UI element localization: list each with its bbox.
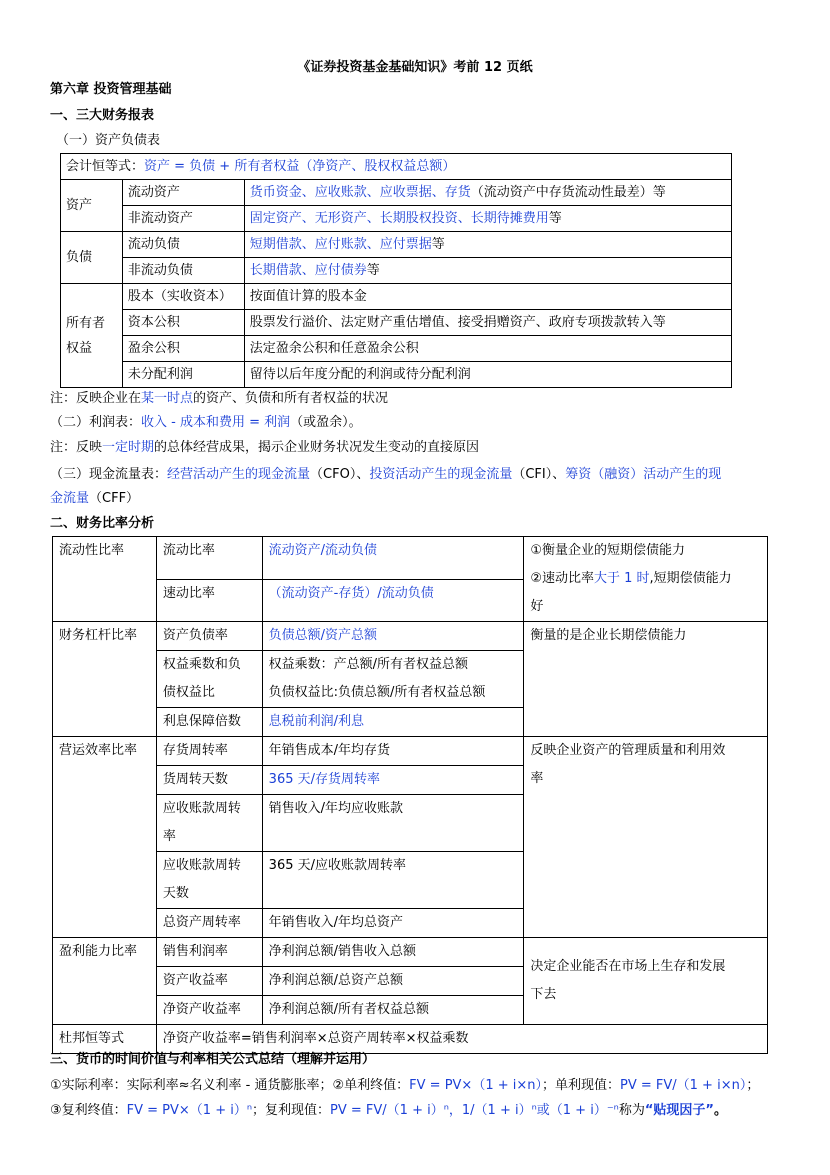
table-row — [53, 537, 768, 580]
asset-group-cell: 资产 — [61, 180, 123, 232]
equity-group-cell: 所有者 权益 — [61, 284, 123, 388]
table-cell: 总资产周转率 — [156, 909, 262, 938]
table-cell: 非流动资产 — [122, 206, 244, 232]
identity-cell: 会计恒等式：资产 = 负债 + 所有者权益（净资产、股权权益总额） — [61, 154, 732, 180]
table-cell: 净利润总额/销售收入总额 — [262, 938, 524, 967]
chapter-heading: 第六章 投资管理基础 — [50, 82, 172, 97]
table-row — [61, 232, 732, 258]
table-cell: 应收账款周转 率 — [156, 795, 262, 852]
table-cell: 年销售成本/年均存货 — [262, 737, 524, 766]
table-cell: 未分配利润 — [122, 362, 244, 388]
table-cell: 股票发行溢价、法定财产重估增值、接受捐赠资产、政府专项拨款转入等 — [244, 310, 731, 336]
cash-flow-line-2: 金流量（CFF） — [50, 491, 140, 506]
table-row — [53, 737, 768, 766]
table-cell: 权益乘数：产总额/所有者权益总额 负债权益比:负债总额/所有者权益总额 — [262, 651, 524, 708]
document-title: 《证券投资基金基础知识》考前 12 页纸 — [297, 60, 533, 75]
note-income-statement: 注：反映一定时期的总体经营成果，揭示企业财务状况发生变动的直接原因 — [50, 440, 480, 455]
note-cell: 衡量的是企业长期偿债能力 — [524, 622, 768, 737]
balance-sheet-heading: （一）资产负债表 — [56, 133, 161, 148]
balance-sheet-table — [60, 153, 732, 388]
table-cell: 流动比率 — [156, 537, 262, 580]
table-cell: 权益乘数和负 债权益比 — [156, 651, 262, 708]
table-cell: 息税前利润/利息 — [262, 708, 524, 737]
table-cell: 盈余公积 — [122, 336, 244, 362]
table-cell: 净资产收益率 — [156, 996, 262, 1025]
table-cell: 留待以后年度分配的利润或待分配利润 — [244, 362, 731, 388]
table-cell: 货周转天数 — [156, 766, 262, 795]
category-cell: 杜邦恒等式 — [53, 1025, 157, 1054]
table-row — [61, 336, 732, 362]
liability-group-cell: 负债 — [61, 232, 123, 284]
table-cell: 固定资产、无形资产、长期股权投资、长期待摊费用等 — [244, 206, 731, 232]
table-cell: 流动负债 — [122, 232, 244, 258]
table-cell: 法定盈余公积和任意盈余公积 — [244, 336, 731, 362]
table-row — [53, 622, 768, 651]
table-row — [61, 258, 732, 284]
table-cell: 流动资产/流动负债 — [262, 537, 524, 580]
ratio-table — [52, 536, 768, 1054]
table-row — [61, 362, 732, 388]
table-row — [61, 180, 732, 206]
table-cell: 货币资金、应收账款、应收票据、存货（流动资产中存货流动性最差）等 — [244, 180, 731, 206]
income-statement-line: （二）利润表：收入 - 成本和费用 = 利润（或盈余）。 — [50, 415, 362, 430]
table-cell: 净利润总额/所有者权益总额 — [262, 996, 524, 1025]
formula-line-1: ①实际利率：实际利率≈名义利率 - 通货膨胀率；②单利终值：FV = PV×（1 + i×n）；单利现值：PV = FV/（1 + i×n）； — [50, 1078, 760, 1093]
table-row — [53, 938, 768, 967]
section-1-heading: 一、三大财务报表 — [50, 108, 155, 123]
table-row — [61, 310, 732, 336]
table-cell: 资产负债率 — [156, 622, 262, 651]
cash-flow-line-1: （三）现金流量表：经营活动产生的现金流量（CFO）、投资活动产生的现金流量（CFI）、筹资（融资）活动产生的现 — [50, 467, 722, 482]
table-cell: 负债总额/资产总额 — [262, 622, 524, 651]
table-cell: 应收账款周转 天数 — [156, 852, 262, 909]
table-cell: 股本（实收资本） — [122, 284, 244, 310]
table-cell: 存货周转率 — [156, 737, 262, 766]
table-cell: 销售收入/年均应收账款 — [262, 795, 524, 852]
note-cell: 决定企业能否在市场上生存和发展 下去 — [524, 938, 768, 1025]
category-cell: 盈利能力比率 — [53, 938, 157, 1025]
section-3-heading: 三、货币的时间价值与利率相关公式总结（理解并运用） — [50, 1052, 376, 1067]
category-cell: 财务杠杆比率 — [53, 622, 157, 737]
table-cell: 流动资产 — [122, 180, 244, 206]
note-cell: ①衡量企业的短期偿债能力 ②速动比率大于 1 时,短期偿债能力 好 — [524, 537, 768, 622]
formula-line-2: ③复利终值：FV = PV×（1 + i）ⁿ；复利现值：PV = FV/（1 + i）ⁿ，1/（1 + i）ⁿ或（1 + i）⁻ⁿ称为“贴现因子”。 — [50, 1103, 727, 1118]
table-cell: 资产收益率 — [156, 967, 262, 996]
table-cell: （流动资产-存货）/流动负债 — [262, 579, 524, 622]
table-cell: 年销售收入/年均总资产 — [262, 909, 524, 938]
note-cell: 反映企业资产的管理质量和利用效 率 — [524, 737, 768, 938]
note-balance-sheet: 注：反映企业在某一时点的资产、负债和所有者权益的状况 — [50, 391, 389, 406]
table-row — [61, 206, 732, 232]
category-cell: 营运效率比率 — [53, 737, 157, 938]
table-row — [61, 284, 732, 310]
table-cell: 资本公积 — [122, 310, 244, 336]
section-2-heading: 二、财务比率分析 — [50, 516, 155, 531]
table-cell: 净利润总额/总资产总额 — [262, 967, 524, 996]
table-cell: 按面值计算的股本金 — [244, 284, 731, 310]
table-cell: 短期借款、应付账款、应付票据等 — [244, 232, 731, 258]
table-cell: 速动比率 — [156, 579, 262, 622]
table-cell: 长期借款、应付债券等 — [244, 258, 731, 284]
table-cell: 净资产收益率=销售利润率×总资产周转率×权益乘数 — [156, 1025, 767, 1054]
table-row — [61, 154, 732, 180]
table-cell: 销售利润率 — [156, 938, 262, 967]
category-cell: 流动性比率 — [53, 537, 157, 622]
table-cell: 非流动负债 — [122, 258, 244, 284]
table-cell: 365 天/应收账款周转率 — [262, 852, 524, 909]
table-cell: 365 天/存货周转率 — [262, 766, 524, 795]
table-cell: 利息保障倍数 — [156, 708, 262, 737]
